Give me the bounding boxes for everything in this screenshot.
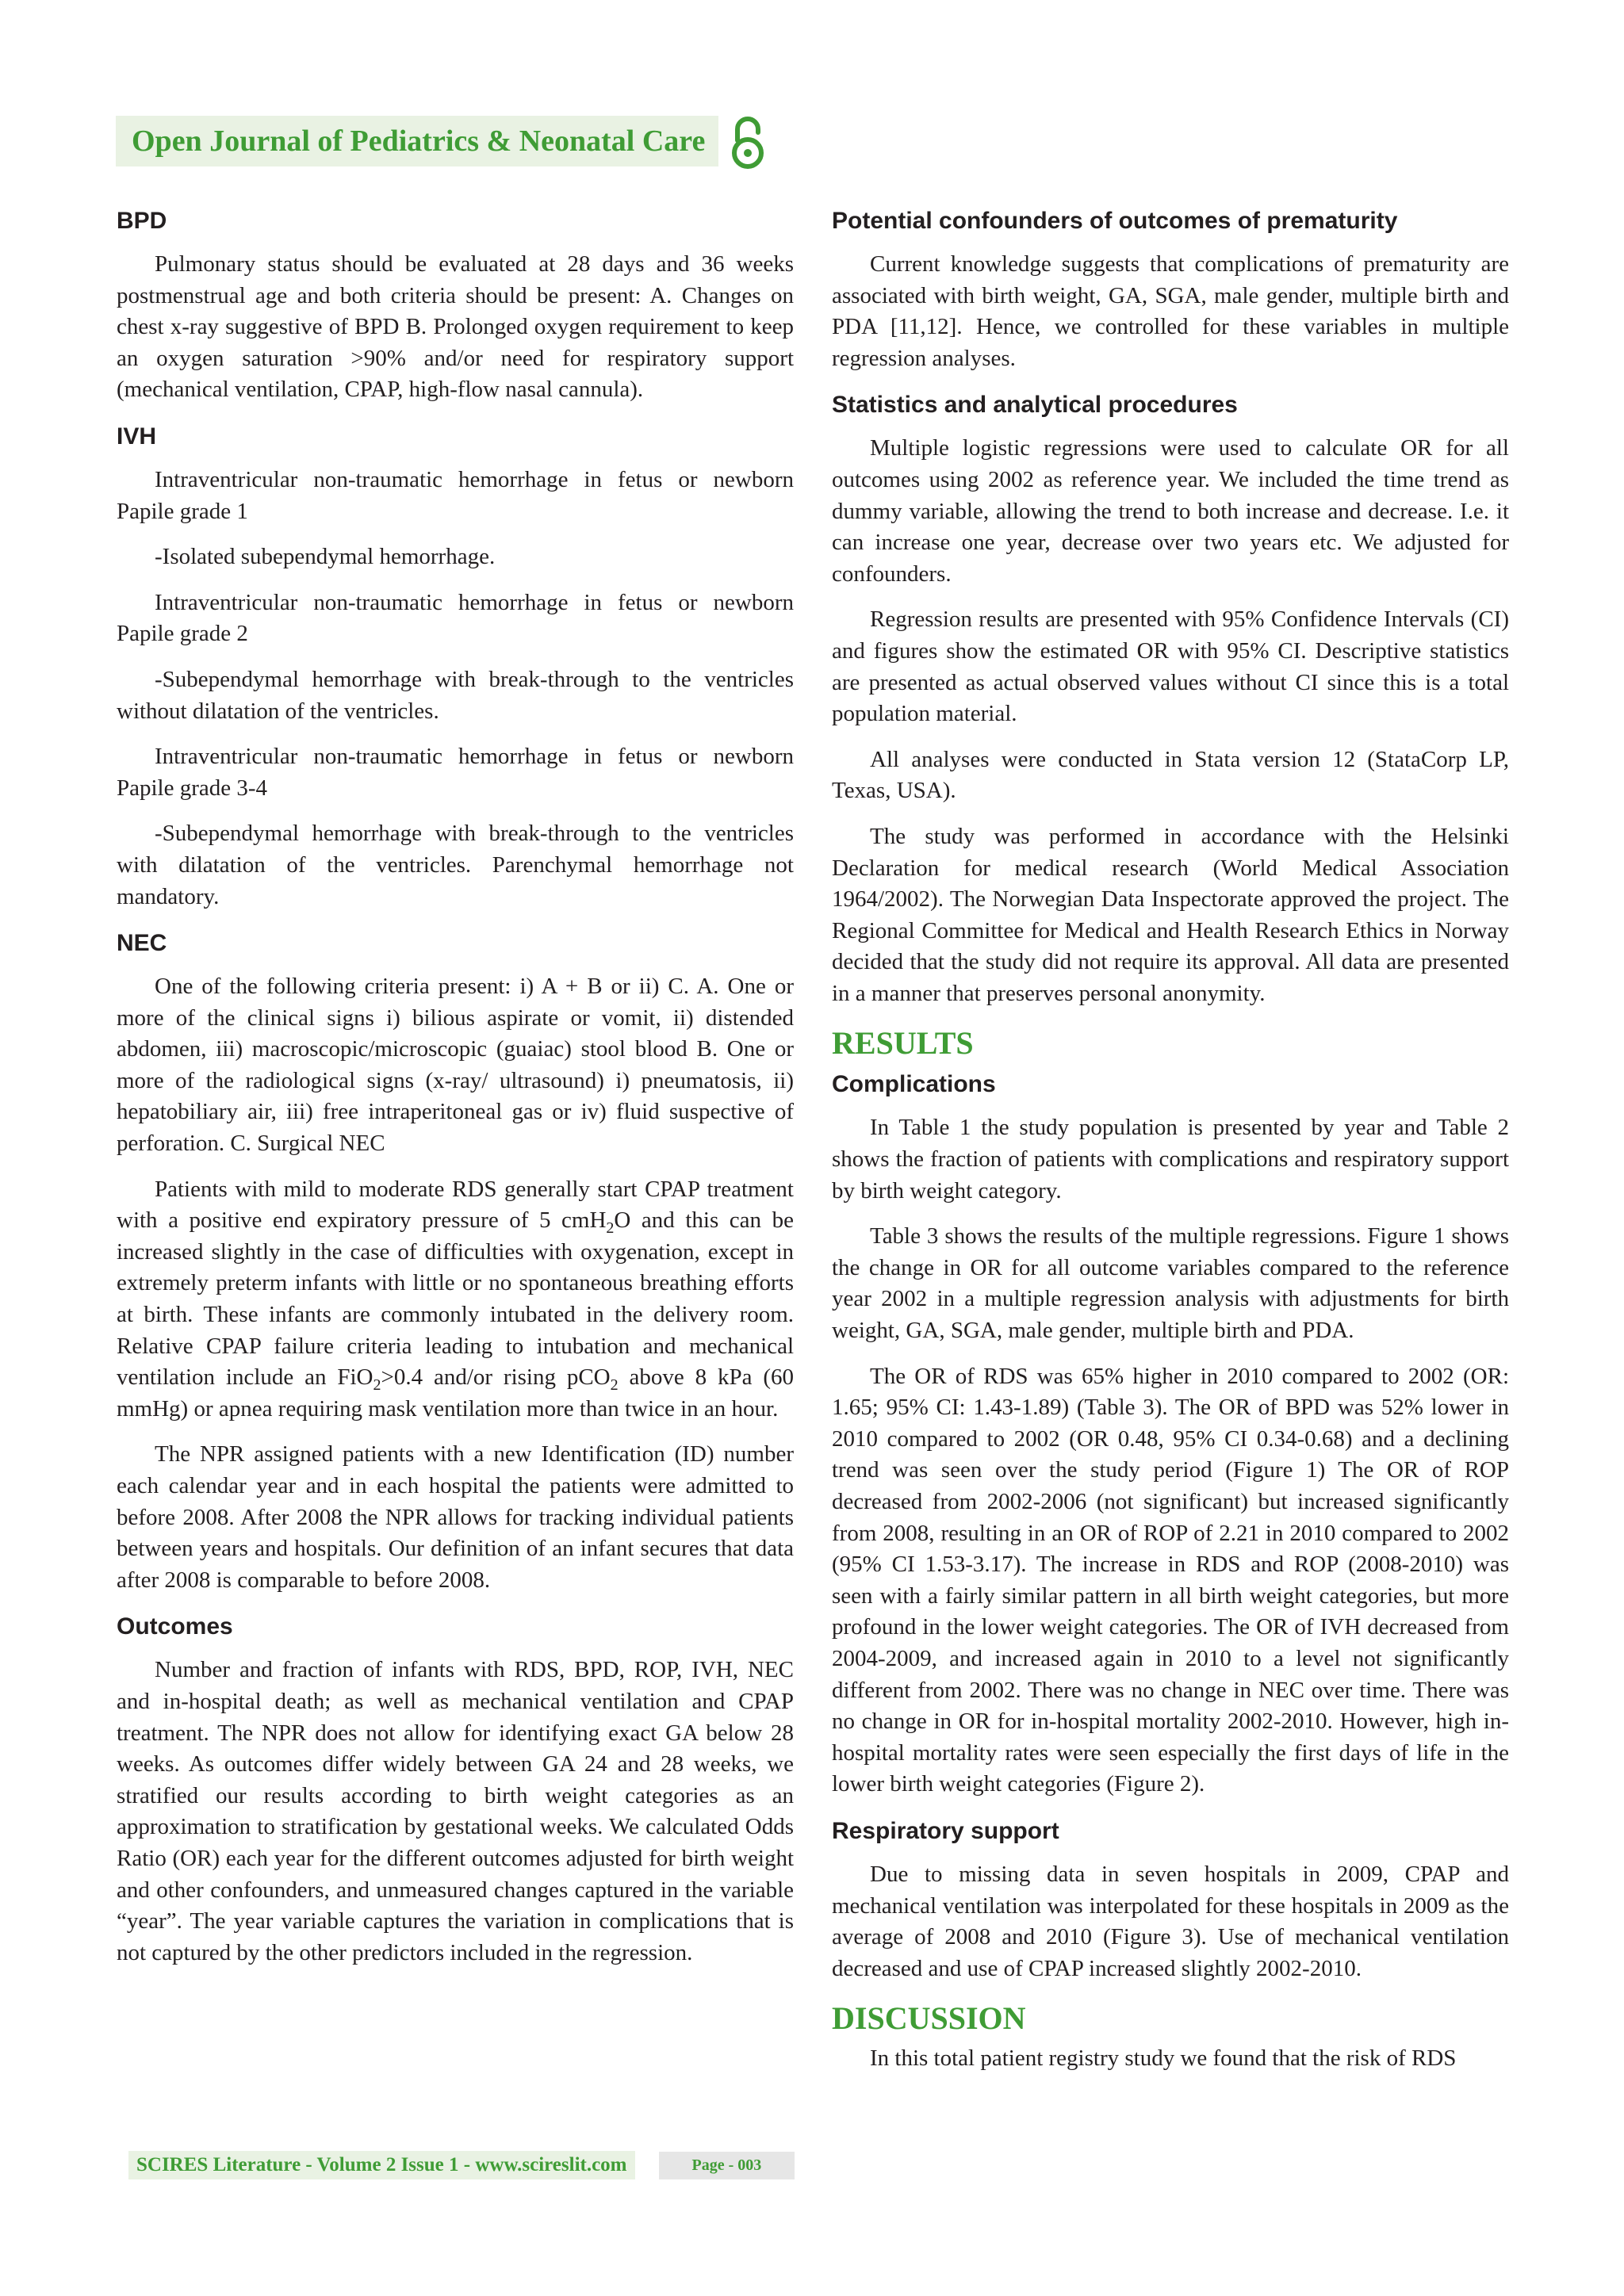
subscript: 2 (606, 1219, 615, 1238)
paragraph: Intraventricular non-traumatic hemorrhage in fetus or newborn Papile grade 1 (117, 466, 794, 524)
paragraph-cpap (117, 1174, 794, 1425)
subsection-heading-complications: Complications (832, 1071, 996, 1098)
section-heading-ivh: IVH (117, 423, 157, 450)
section-heading-discussion: DISCUSSION (832, 2000, 1026, 2037)
paragraph: The OR of RDS was 65% higher in 2010 compared to 2002 (OR: 1.65; 95% CI: 1.43-1.89) (Table 3). The OR of BPD was 52% lower in 2010 compared to 2002 (OR 0.48, 95% CI 0.34-0.68) and a declining trend was seen over the study period (Figure 1) The OR of ROP decreased from 2002-2006 (not significant) but increased significantly from 2008, resulting in an OR of ROP of 2.21 in 2010 compared to 2002 (95% CI 1.53-3.17). The increase in RDS and ROP (2008-2010) was seen with a fairly similar pattern in all birth weight categories, but more profound in the lower weight categories. The OR of IVH decreased from 2004-2009, and increased again in 2010 to a level not significantly different from 2002. There was no change in NEC over time. There was no change in OR for in-hospital mortality 2002-2010. However, high in-hospital mortality rates were seen especially the first days of life in the lower birth weight categories (Figure 2). (832, 1363, 1509, 1797)
text-span: Patients with mild to moderate RDS generally start CPAP treatment with a positive end expiratory pressure of 5 cmH (117, 1176, 794, 1234)
subsection-heading-respiratory: Respiratory support (832, 1817, 1059, 1844)
subscript: 2 (610, 1376, 619, 1395)
section-heading-results: RESULTS (832, 1025, 974, 1062)
paragraph: Intraventricular non-traumatic hemorrhage in fetus or newborn Papile grade 3-4 (117, 744, 794, 801)
text-span: O and this can be increased slightly in the case of difficulties with oxygenation, except in extremely preterm infants with little or no spontaneous breathing efforts at birth. These infants are commonly intubated in the delivery room. Relative CPAP failure criteria leading to intubation and mechanical ventilation include an FiO (117, 1207, 794, 1391)
paragraph: The NPR assigned patients with a new Identification (ID) number each calendar year and in each hospital the patients were admitted to before 2008. After 2008 the NPR allows for tracking individual patients between years and hospitals. Our definition of an infant secures that data after 2008 is comparable to before 2008. (117, 1441, 794, 1593)
paragraph: Pulmonary status should be evaluated at 28 days and 36 weeks postmenstrual age and both criteria should be present: A. Changes on chest x-ray suggestive of BPD B. Prolonged oxygen requirement to keep an oxygen saturation >90% and/or need for respiratory support (mechanical ventilation, CPAP, high-flow nasal cannula). (117, 251, 794, 403)
left-column (117, 205, 794, 1983)
page-footer (128, 2149, 795, 2181)
paragraph: One of the following criteria present: i) A + B or ii) C. A. One or more of the clinical signs i) bilious aspirate or vomit, ii) distended abdomen, iii) macroscopic/microscopic (guaiac) stool blood B. One or more of the radiological signs (x-ray/ ultrasound) i) pneumatosis, ii) hepatobiliary air, iii) free intraperitoneal gas or iv) fluid suspective of perforation. C. Surgical NEC (117, 974, 794, 1157)
section-heading-bpd: BPD (117, 208, 167, 234)
paragraph: The study was performed in accordance with the Helsinki Declaration for medical research (World Medical Association 1964/2002). The Norwegian Data Inspectorate approved the project. The Regional Committee for Medical and Health Research Ethics in Norway decided that the study did not require its approval. All data are presented in a manner that preserves personal anonymity. (832, 823, 1509, 1006)
open-access-icon (728, 113, 768, 170)
footer-page-number: Page - 003 (659, 2152, 795, 2179)
footer-publisher: SCIRES Literature - Volume 2 Issue 1 - www.scireslit.com (128, 2151, 635, 2179)
section-heading-statistics: Statistics and analytical procedures (832, 392, 1238, 419)
paragraph: Number and fraction of infants with RDS, BPD, ROP, IVH, NEC and in-hospital death; as well as mechanical ventilation and CPAP treatment. The NPR does not allow for identifying exact GA below 28 weeks. As outcomes differ widely between GA 24 and 28 weeks, we stratified our results according to birth weight categories as an approximation to stratification by gestational weeks. We calculated Odds Ratio (OR) each year for the different outcomes adjusted for birth weight and other confounders, and unmeasured changes captured in the variable “year”. The year variable captures the variation in complications that is not captured by the other predictors included in the regression. (117, 1657, 794, 1965)
paragraph: -Subependymal hemorrhage with break-through to the ventricles without dilatation of the ventricles. (117, 666, 794, 724)
section-heading-outcomes: Outcomes (117, 1613, 233, 1640)
paragraph: -Subependymal hemorrhage with break-through to the ventricles with dilatation of the ventricles. Parenchymal hemorrhage not mandatory. (117, 821, 794, 909)
section-heading-confounders: Potential confounders of outcomes of prematurity (832, 208, 1398, 234)
section-heading-nec: NEC (117, 930, 167, 957)
paragraph: Current knowledge suggests that complications of prematurity are associated with birth weight, GA, SGA, male gender, multiple birth and PDA [11,12]. Hence, we controlled for these variables in multiple regression analyses. (832, 251, 1509, 371)
paragraph: Intraventricular non-traumatic hemorrhage in fetus or newborn Papile grade 2 (117, 589, 794, 647)
paragraph: In this total patient registry study we found that the risk of RDS (870, 2045, 1457, 2072)
journal-title: Open Journal of Pediatrics & Neonatal Care (132, 124, 706, 158)
subscript: 2 (373, 1376, 381, 1395)
journal-header (116, 116, 718, 166)
text-span: >0.4 and/or rising pCO (381, 1364, 611, 1391)
paragraph: Regression results are presented with 95% Confidence Intervals (CI) and figures show the estimated OR with 95% CI. Descriptive statistics are presented as actual observed values without CI since this is a total population material. (832, 607, 1509, 727)
paragraph: Due to missing data in seven hospitals in 2009, CPAP and mechanical ventilation was interpolated for these hospitals in 2009 as the average of 2008 and 2010 (Figure 3). Use of mechanical ventilation decreased and use of CPAP increased slightly 2002-2010. (832, 1861, 1509, 1981)
text-span: above 8 kPa (60 mmHg) or apnea requiring mask ventilation more than twice in an hour. (117, 1364, 794, 1422)
paragraph: -Isolated subependymal hemorrhage. (155, 544, 496, 570)
paragraph: Multiple logistic regressions were used to calculate OR for all outcomes using 2002 as reference year. We included the time trend as dummy variable, allowing the trend to both increase and decrease. I.e. it can increase one year, decrease over two years etc. We adjusted for confounders. (832, 435, 1509, 587)
paragraph: All analyses were conducted in Stata version 12 (StataCorp LP, Texas, USA). (832, 746, 1509, 804)
paragraph: In Table 1 the study population is presented by year and Table 2 shows the fraction of patients with complications and respiratory support by birth weight category. (832, 1115, 1509, 1203)
right-column (832, 205, 1509, 2089)
paragraph: Table 3 shows the results of the multiple regressions. Figure 1 shows the change in OR for all outcome variables compared to the reference year 2002 in a multiple regression analysis with adjustments for birth weight, GA, SGA, male gender, multiple birth and PDA. (832, 1223, 1509, 1344)
